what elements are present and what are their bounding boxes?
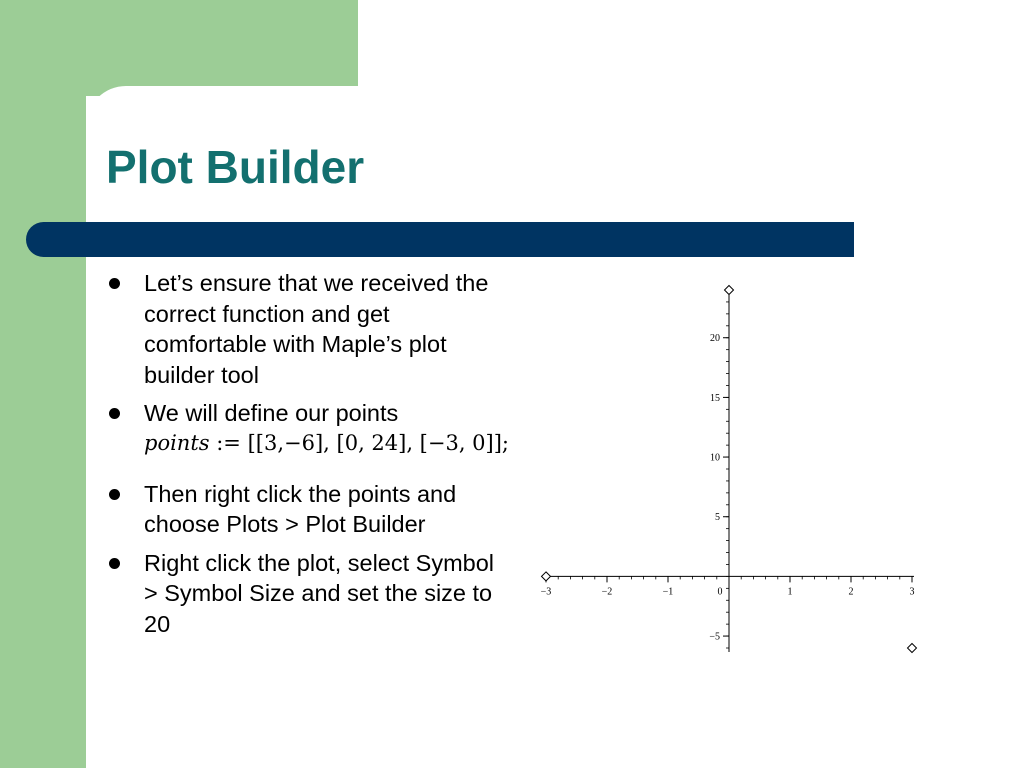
data-point-diamond [908,644,917,653]
bullet-text: Let’s ensure that we received the correct function and get comfortable with Maple’s plot builder tool [144,270,489,388]
bullet-item [104,268,504,390]
data-point-diamond [542,572,551,581]
y-tick-label: 10 [710,452,720,464]
bullet-text: We will define our points [144,400,399,426]
bullet-dot-icon [109,489,120,500]
x-tick-label: −3 [540,586,552,598]
bullet-item [104,479,504,540]
bullet-text: Then right click the points and choose Plots > Plot Builder [144,480,457,537]
bullet-item [104,548,504,640]
y-tick-label: 5 [715,512,720,524]
bullet-text: Right click the plot, select Symbol > Symbol Size and set the size to 20 [144,549,495,637]
x-tick-label: 1 [787,586,793,598]
x-tick-label: −2 [601,586,613,598]
green-left-band [0,0,86,768]
y-tick-label: −5 [709,631,720,643]
formula-value: [[3,−6], [0, 24], [−3, 0]]; [247,430,510,455]
bullet-dot-icon [109,558,120,569]
x-tick-label: 0 [717,586,723,598]
y-tick-label: 15 [710,392,720,404]
bullet-dot-icon [109,278,120,289]
x-tick-label: 3 [909,586,915,598]
x-tick-label: 2 [848,586,854,598]
x-tick-label: −1 [662,586,674,598]
slide-title: Plot Builder [106,141,365,193]
maple-scatter-plot[interactable] [530,278,950,678]
title-divider-bar [26,222,854,257]
formula-operator: := [216,430,241,455]
bullet-dot-icon [109,408,120,419]
y-tick-label: 20 [710,333,720,345]
data-point-diamond [725,286,734,295]
bullet-list [104,268,510,647]
formula-name: points [144,430,210,455]
maple-formula [144,430,510,473]
bullet-item [104,398,504,429]
